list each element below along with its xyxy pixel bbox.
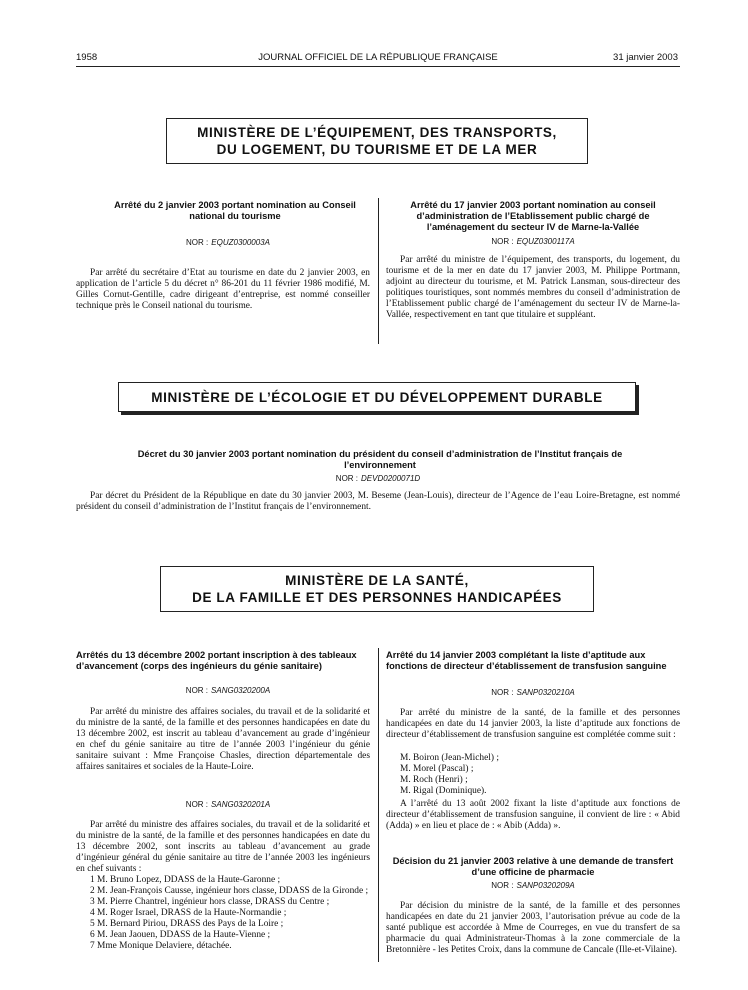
- arretes-genie-sanitaire-nor1: NOR : SANG0320200A: [185, 686, 271, 695]
- journal-title: JOURNAL OFFICIEL DE LA RÉPUBLIQUE FRANÇAISE: [258, 52, 498, 63]
- list-item: M. Roch (Henri) ;: [400, 775, 468, 785]
- arrete-transfusion-text: Par arrêté du ministre de la santé, de la famille et des personnes handicapées en date du 14 janvier 2003, la liste d’aptitude aux fonctions de directeur d’établissement de transfusion sanguine est complétée comme suit :: [386, 708, 680, 740]
- list-item: 7 Mme Monique Delaviere, détachée.: [90, 941, 232, 951]
- ministry-ecologie-box: [118, 382, 636, 412]
- arrete-conseil-tourisme-title: Arrêté du 2 janvier 2003 portant nomination au Conseil national du tourisme: [114, 200, 356, 221]
- nor-code: EQUZ0300117A: [516, 237, 575, 246]
- nor-code: SANP0320209A: [516, 881, 575, 890]
- arretes-genie-sanitaire-title: Arrêtés du 13 décembre 2002 portant inscription à des tableaux d’avancement (corps des ingénieurs du génie sanitaire): [76, 650, 357, 671]
- arrete-marne-la-vallee-text: Par arrêté du ministre de l’équipement, des transports, du logement, du tourisme et de la mer en date du 17 janvier 2003, M. Philippe Portmann, adjoint au directeur du tourisme, et M. Patrick Lansman, sous-directeur des politiques touristiques, sont nommés membres du conseil d’administration de l’Etablissement public chargé de l’aménagement du secteur IV de Marne-la-Vallée, respectivement en tant que titulaire et suppléant.: [386, 255, 680, 320]
- decision-pharmacie-title: Décision du 21 janvier 2003 relative à une demande de transfert d’une officine de pharmacie: [392, 856, 674, 877]
- nor-code: DEVD0200071D: [361, 474, 421, 483]
- arretes-genie-sanitaire-text1: Par arrêté du ministre des affaires sociales, du travail et de la solidarité et du ministre de la santé, de la famille et des personnes handicapées en date du 13 décembre 2002, est inscrit au tableau d’avancement au grade d’ingénieur en chef du génie sanitaire au titre de l’année 2003 l’ingénieur du génie sanitaire suivant : Mme Françoise Chasles, direction départementale des affaires sanitaires et sociales de la Haute-Loire.: [76, 707, 370, 772]
- ministry-equipement-box: [166, 118, 588, 164]
- header-rule: [76, 66, 680, 67]
- ministry-sante-line2: DE LA FAMILLE ET DES PERSONNES HANDICAPÉES: [192, 590, 562, 605]
- arrete-transfusion-nor: NOR : SANP0320210A: [491, 688, 575, 697]
- decret-ifen-title: Décret du 30 janvier 2003 portant nomination du président du conseil d’administration de l’Institut français de l’environnement: [137, 449, 623, 470]
- arretes-genie-sanitaire-text2: Par arrêté du ministre des affaires sociales, du travail et de la solidarité et du ministre de la santé, de la famille et des personnes handicapées en date du 13 décembre 2002, sont inscrits au tableau d’avancement au grade d’ingénieur général du génie sanitaire au titre de l’année 2003 les ingénieurs en chef suivants :: [76, 820, 370, 874]
- list-item: 3 M. Pierre Chantrel, ingénieur hors classe, DRASS du Centre ;: [90, 897, 330, 907]
- nor-code: SANP0320210A: [516, 688, 575, 697]
- ministry-sante-box: [160, 566, 594, 612]
- list-item: M. Boiron (Jean-Michel) ;: [400, 753, 499, 763]
- arrete-marne-la-vallee-title: Arrêté du 17 janvier 2003 portant nomination au conseil d’administration de l’Etablissement public chargé de l’aménagement du secteur IV de Marne-la-Vallée: [410, 200, 656, 232]
- ministry-ecologie-line1: MINISTÈRE DE L’ÉCOLOGIE ET DU DÉVELOPPEMENT DURABLE: [151, 389, 603, 405]
- list-item: 6 M. Jean Jaouen, DDASS de la Haute-Vienne ;: [90, 930, 271, 940]
- arrete-transfusion-title: Arrêté du 14 janvier 2003 complétant la liste d’aptitude aux fonctions de directeur d’établissement de transfusion sanguine: [386, 650, 667, 671]
- decret-ifen-nor: NOR : DEVD0200071D: [335, 474, 421, 483]
- list-item: 2 M. Jean-François Causse, ingénieur hors classe, DDASS de la Gironde ;: [90, 886, 369, 896]
- nor-code: SANG0320201A: [211, 800, 271, 809]
- list-item: M. Rigal (Dominique).: [400, 786, 487, 796]
- arretes-genie-sanitaire-nor2: NOR : SANG0320201A: [185, 800, 271, 809]
- decision-pharmacie-nor: NOR : SANP0320209A: [491, 881, 575, 890]
- nor-code: EQUZ0300003A: [211, 238, 270, 247]
- column-divider: [378, 198, 379, 344]
- arrete-conseil-tourisme-nor: NOR : EQUZ0300003A: [186, 238, 270, 247]
- nor-code: SANG0320200A: [211, 686, 271, 695]
- ingenieurs-list: [76, 875, 376, 952]
- aptitude-list: [386, 753, 680, 797]
- arrete-transfusion-rectification: A l’arrêté du 13 août 2002 fixant la liste d’aptitude aux fonctions de directeur d’établissement de transfusion sanguine, il convient de lire : « Abid (Adda) » en lieu et place de : « Abib (Adda) ».: [386, 799, 680, 831]
- decret-ifen-text: Par décret du Président de la République en date du 30 janvier 2003, M. Beseme (Jean-Louis), directeur de l’Agence de l’eau Loire-Bretagne, est nommé président du conseil d’administration de l’Institut français de l’environnement.: [76, 491, 680, 512]
- arrete-marne-la-vallee-nor: NOR : EQUZ0300117A: [491, 237, 575, 246]
- list-item: 4 M. Roger Israel, DRASS de la Haute-Normandie ;: [90, 908, 287, 918]
- column-divider: [378, 648, 379, 962]
- decision-pharmacie-text: Par décision du ministre de la santé, de la famille et des personnes handicapées en date du 21 janvier 2003, l’autorisation prévue au code de la santé publique est accordée à Mme de Courreges, en vue du transfert de sa pharmacie du quai Administrateur-Thomas à la zone commerciale de la Bretonnière - les Petites Croix, dans la commune de Cancale (Ille-et-Vilaine).: [386, 901, 680, 955]
- list-item: M. Morel (Pascal) ;: [400, 764, 474, 774]
- page-number: 1958: [76, 52, 98, 63]
- arrete-conseil-tourisme-text: Par arrêté du secrétaire d’Etat au tourisme en date du 2 janvier 2003, en application de l’article 5 du décret n° 86-201 du 11 février 1986 modifié, M. Gilles Cornut-Gentille, cadre dirigeant d’entreprise, est nommé conseiller technique près le Conseil national du tourisme.: [76, 268, 370, 311]
- list-item: 1 M. Bruno Lopez, DDASS de la Haute-Garonne ;: [90, 875, 281, 885]
- ministry-equipement-line2: DU LOGEMENT, DU TOURISME ET DE LA MER: [216, 142, 538, 157]
- ministry-equipement-line1: MINISTÈRE DE L’ÉQUIPEMENT, DES TRANSPORTS,: [197, 125, 557, 140]
- list-item: 5 M. Bernard Piriou, DRASS des Pays de la Loire ;: [90, 919, 284, 929]
- issue-date: 31 janvier 2003: [613, 52, 678, 63]
- ministry-sante-line1: MINISTÈRE DE LA SANTÉ,: [285, 573, 469, 588]
